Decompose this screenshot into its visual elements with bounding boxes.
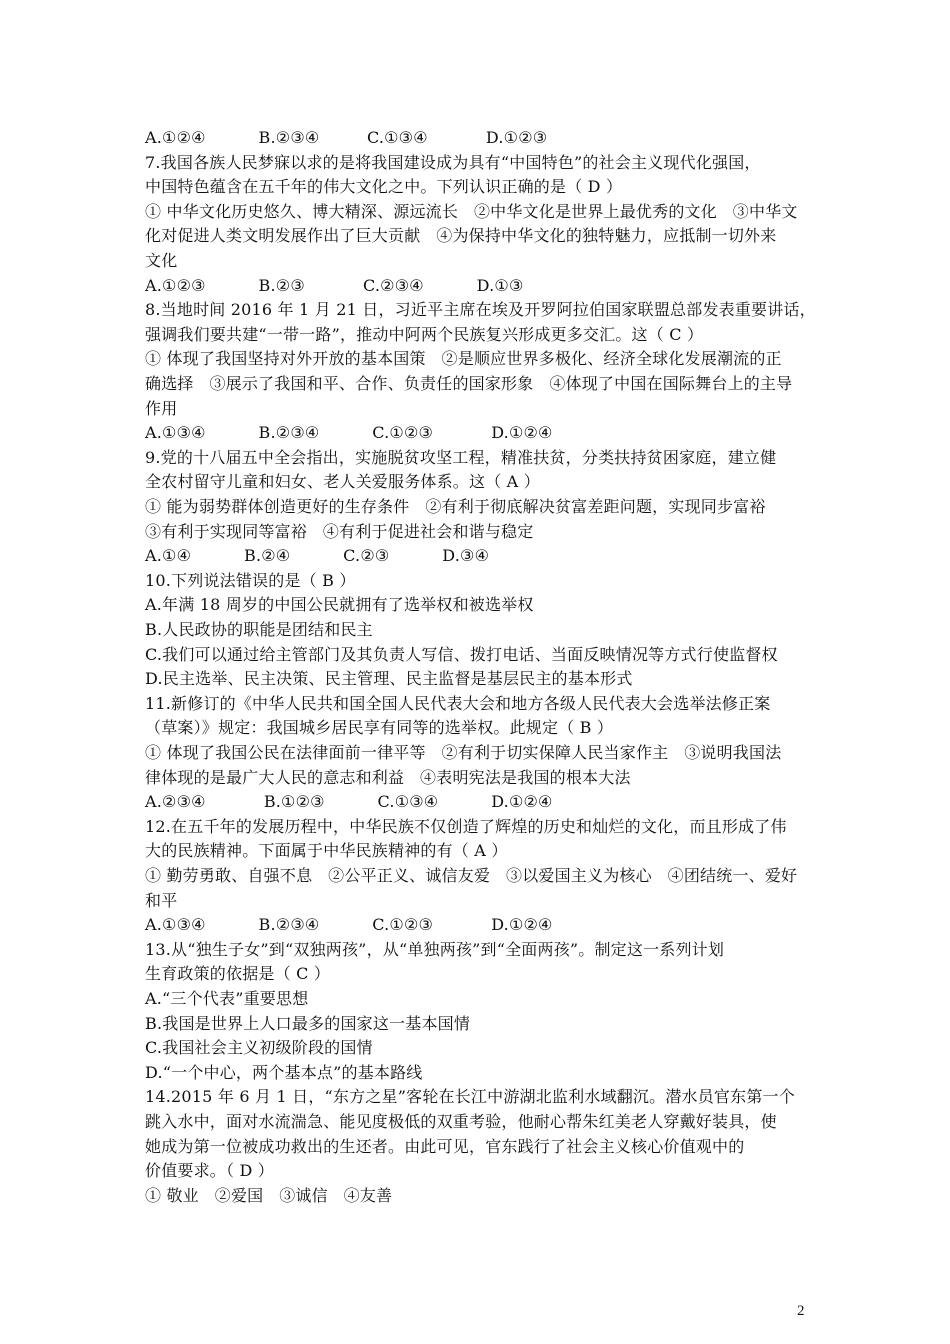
text-line: 和平 xyxy=(145,890,178,910)
text-line: D.“一个中心，两个基本点”的基本路线 xyxy=(145,1062,423,1082)
text-line: 跳入水中，面对水流湍急、能见度极低的双重考验，他耐心帮朱红美老人穿戴好装具，使 xyxy=(145,1112,777,1131)
text-line: A.年满 18 周岁的中国公民就拥有了选举权和被选举权 xyxy=(145,595,534,615)
text-line: 9.党的十八届五中全会指出，实施脱贫攻坚工程，精准扶贫，分类扶持贫困家庭，建立健 xyxy=(145,447,777,467)
text-line: 强调我们要共建“一带一路”，推动中阿两个民族复兴形成更多交汇。这（ C ） xyxy=(145,324,704,344)
text-line: ① 勤劳勇敢、自强不息 ②公平正义、诚信友爱 ③以爱国主义为核心 ④团结统一、爱好 xyxy=(145,866,798,885)
text-line: A.“三个代表”重要思想 xyxy=(145,989,309,1008)
text-line: 11.新修订的《中华人民共和国全国人民代表大会和地方各级人民代表大会选举法修正案 xyxy=(145,693,771,713)
page-number: 2 xyxy=(797,1303,805,1319)
text-line: 12.在五千年的发展历程中，中华民族不仅创造了辉煌的历史和灿烂的文化，而且形成了伟 xyxy=(145,816,787,836)
text-line: 13.从“独生子女”到“双独两孩”，从“单独两孩”到“全面两孩”。制定这一系列计划 xyxy=(145,939,725,959)
text-line: 确选择 ③展示了我国和平、合作、负责任的国家形象 ④体现了中国在国际舞台上的主导 xyxy=(145,374,793,393)
text-line: 生育政策的依据是（ C ） xyxy=(145,964,331,984)
text-line: 价值要求。（ D ） xyxy=(145,1161,275,1181)
text-line: ① 体现了我国坚持对外开放的基本国策 ②是顺应世界多极化、经济全球化发展潮流的正 xyxy=(145,349,782,369)
text-line: 大的民族精神。下面属于中华民族精神的有（ A ） xyxy=(145,841,508,861)
text-line: 14.2015 年 6 月 1 日，“东方之星”客轮在长江中游湖北监利水域翻沉。潜水员官东第一个 xyxy=(145,1087,795,1107)
text-line: B.人民政协的职能是团结和民主 xyxy=(145,620,373,639)
text-line: 化对促进人类文明发展作出了巨大贡献 ④为保持中华文化的独特魅力，应抵制一切外来 xyxy=(145,226,777,246)
text-line: C.我们可以通过给主管部门及其负责人写信、拨打电话、当面反映情况等方式行使监督权 xyxy=(145,644,778,664)
text-line: 8.当地时间 2016 年 1 月 21 日，习近平主席在埃及开罗阿拉伯国家联盟总部发表重要讲话， xyxy=(145,300,816,320)
text-line: A.②③④ B.①②③ C.①③④ D.①②④ xyxy=(145,792,553,812)
text-line: ① 中华文化历史悠久、博大精深、源远流长 ②中华文化是世界上最优秀的文化 ③中华文 xyxy=(145,201,798,221)
text-line: 作用 xyxy=(145,398,178,418)
text-line: ① 能为弱势群体创造更好的生存条件 ②有利于彻底解决贫富差距问题，实现同步富裕 xyxy=(145,497,766,516)
text-line: ① 体现了我国公民在法律面前一律平等 ②有利于切实保障人民当家作主 ③说明我国法 xyxy=(145,743,782,762)
text-line: 中国特色蕴含在五千年的伟大文化之中。下列认识正确的是（ D ） xyxy=(145,177,623,197)
text-line: D.民主选举、民主决策、民主管理、民主监督是基层民主的基本形式 xyxy=(145,669,633,689)
text-line: B.我国是世界上人口最多的国家这一基本国情 xyxy=(145,1013,471,1033)
text-line: （草案）》规定：我国城乡居民享有同等的选举权。此规定（ B ） xyxy=(145,718,614,738)
text-line: ① 敬业 ②爱国 ③诚信 ④友善 xyxy=(145,1185,393,1205)
text-line: ③有利于实现同等富裕 ④有利于促进社会和谐与稳定 xyxy=(145,521,534,541)
text-line: 律体现的是最广大人民的意志和利益 ④表明宪法是我国的根本大法 xyxy=(145,767,631,787)
text-line: 她成为第一位被成功救出的生还者。由此可见，官东践行了社会主义核心价值观中的 xyxy=(145,1136,745,1156)
text-line: 文化 xyxy=(145,251,178,270)
text-line: A.①②④ B.②③④ C.①③④ D.①②③ xyxy=(145,128,548,147)
text-line: A.①③④ B.②③④ C.①②③ D.①②④ xyxy=(145,423,553,443)
text-line: A.①③④ B.②③④ C.①②③ D.①②④ xyxy=(145,915,553,935)
text-line: 全农村留守儿童和妇女、老人关爱服务体系。这（ A ） xyxy=(145,472,540,492)
text-line: A.①④ B.②④ C.②③ D.③④ xyxy=(145,546,490,566)
text-line: 7.我国各族人民梦寐以求的是将我国建设成为具有“中国特色”的社会主义现代化强国， xyxy=(145,152,761,172)
text-line: A.①②③ B.②③ C.②③④ D.①③ xyxy=(145,275,524,295)
text-line: C.我国社会主义初级阶段的国情 xyxy=(145,1038,373,1058)
text-line: 10.下列说法错误的是（ B ） xyxy=(145,570,356,590)
